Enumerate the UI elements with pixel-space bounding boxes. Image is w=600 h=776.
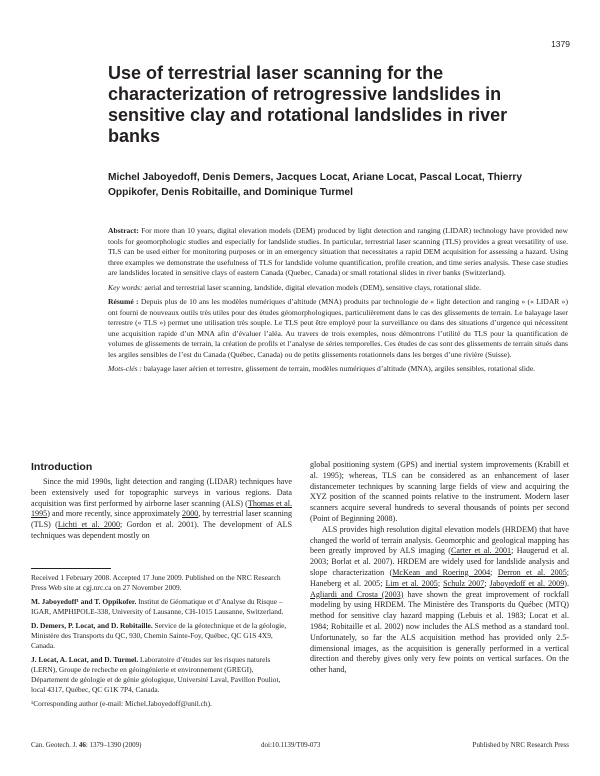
citation-link[interactable]: Derron et al. 2005	[497, 567, 567, 577]
affiliation-1	[31, 597, 292, 617]
citation-link[interactable]: Lim et al. 2005	[385, 578, 438, 588]
motscles-label: Mots-clés :	[108, 364, 142, 373]
received-dates: Received 1 February 2008. Accepted 17 June 2009. Published on the NRC Research Press Web site at cgj.nrc.ca on 27 November 2009.	[31, 573, 281, 592]
journal-citation	[31, 741, 141, 749]
section-heading-introduction: Introduction	[31, 461, 93, 473]
footnote-divider	[31, 568, 111, 569]
article-notes	[31, 573, 292, 713]
text-run: ALS provides high resolution digital elevation models (HRDEM) that have changed the world of terrain analysis. Geomorphic and geological mapping has been greatly improved by ALS imaging (	[310, 524, 569, 556]
affiliation-names: D. Demers, P. Locat, and D. Robitaille.	[31, 621, 153, 630]
text-run: ; Haugerud et al. 2003; Borlat et al. 2007). HRDEM are widely used for landslide analysis and slope characterization (	[310, 546, 569, 577]
journal-pages: : 1379–1390 (2009)	[85, 741, 142, 749]
text-run: have shown the great improvement of rockfall modeling by using HRDEM. The Ministère des Transports du Québec (MTQ) method for sensitive clay hazard mapping (Lebuis et al. 1983; Locat et al. 1984; Robitaille et al. 2002) now includes the ALS method as a standard tool. Unfortunately, so far the ALS acquisition method has provided only 2.5-dimensional images, as the acquisition is generally performed in a vertical direction and thereby gives only very few points on vertical surfaces. On the other hand,	[310, 589, 569, 675]
citation-link[interactable]: Lichti et al. 2000	[57, 520, 121, 530]
text-run: ; Gordon et al. 2001). The development of ALS techniques was dependent mostly on	[31, 520, 293, 540]
left-column	[31, 477, 292, 542]
affiliation-text: Institut de Géomatique et d’Analyse du Risque – IGAR, AMPHIPOLE-338, University of Lausanne, CH-1015 Lausanne, Switzerland.	[31, 597, 284, 616]
keywords-text: aerial and terrestrial laser scanning, landslide, digital elevation models (DEM), sensitive clays, rotational slide.	[144, 282, 481, 292]
citation-link[interactable]: Carter et al. 2001	[450, 546, 512, 556]
citation-link[interactable]: Jaboyedoff et al. 2009	[489, 578, 565, 588]
corresponding-author: ¹Corresponding author (e-mail: Michel.Jaboyedoff@unil.ch).	[31, 699, 212, 708]
citation-link[interactable]: 2000	[182, 509, 199, 519]
intro-paragraph-1-cont: global positioning system (GPS) and inertial system improvements (Krabill et al. 1995); whereas, TLS can be considered as an enhancement of laser distancemeter techniques by scanning large fields of view and acquiring the XYZ position of the scanned points relative to the instrument. Modern laser scanners acquire several hundreds to several thousands of points per second (Point of Beginning 2008).	[310, 460, 569, 523]
text-run: ;	[490, 567, 498, 577]
motscles-paragraph	[108, 364, 568, 375]
article-title: Use of terrestrial laser scanning for the characterization of retrogressive landslides in sensitive clay and rotational landslides in river banks	[108, 63, 508, 146]
doi[interactable]: doi:10.1139/T09-073	[261, 741, 321, 749]
text-run: ) and more recently, since approximately	[47, 509, 183, 519]
journal-volume: 46	[78, 741, 86, 749]
text-run: ).	[564, 578, 569, 588]
text-run: ;	[484, 578, 490, 588]
affiliation-names: J. Locat, A. Locat, and D. Turmel.	[31, 655, 139, 664]
resume-label: Résumé :	[108, 297, 139, 306]
affiliation-names: M. Jaboyedoff¹ and T. Oppikofer.	[31, 597, 137, 606]
affiliation-3	[31, 655, 292, 695]
text-run: Since the mid 1990s, light detection and ranging (LIDAR) techniques have been extensively used for topographic surveys in various regions. Data acquisition was first performed by airborne laser scanning (ALS) (	[31, 477, 292, 508]
citation-link[interactable]: Schulz 2007	[443, 578, 485, 588]
publisher: Published by NRC Research Press	[472, 741, 569, 749]
author-list: Michel Jaboyedoff, Denis Demers, Jacques Locat, Ariane Locat, Pascal Locat, Thierry Oppikofer, Denis Robitaille, and Dominique Turmel	[108, 172, 523, 198]
affiliation-2	[31, 621, 292, 651]
resume-paragraph	[108, 297, 568, 360]
intro-paragraph-1	[31, 477, 292, 542]
text-run: ;	[437, 578, 444, 588]
page-number: 1379	[551, 39, 570, 49]
affiliation-text: Laboratoire d’études sur les risques naturels (LERN), Groupe de recheche en géoingénierie et environnement (GREGI), Département de géologie et de génie géologique, Université Laval, Pavillon Pouliot, local 4317, Québec, QC G1K 7P4, Canada.	[31, 655, 281, 694]
keywords-label: Key words:	[108, 282, 143, 292]
motscles-text: balayage laser aérien et terrestre, glissement de terrain, modèles numériques d’altitude (MNA), argiles sensibles, rotational slide.	[143, 364, 536, 373]
resume-text: Depuis plus de 10 ans les modèles numériques d’altitude (MNA) produits par technologie de « light detection and ranging » (« LIDAR ») ont fourni de nouveaux outils très utiles pour des études géomorphologiques, particulièrement dans le cas des glissements de terrain. Le balayage laser terrestre (« TLS ») permet une utilisation très souple. Le TLS peut être employé pour la surveillance ou dans des situations d’urgence qui nécessitent une acquisition rapide d’un MNA afin d’évaluer l’aléa. Au travers de trois exemples, nous démontrons l’utilité du TLS pour la quantification de volumes de glissements de terrain, la création de profils et l’analyse de séries temporelles. Ces études de cas sont des glissements de terrain situés dans les argiles sensibles de l’est du Canada (Québec, Canada) ou de petits glissements rotationnels dans les berges d’une rivière (Suisse).	[108, 297, 568, 359]
journal-name: Can. Geotech. J.	[31, 741, 79, 749]
affiliation-text: Service de la géotechnique et de la géologie, Ministère des Transports du QC, 930, Chemin Sainte-Foy, Québec, QC G1S 4X9, Canada.	[31, 621, 287, 650]
text-run: , by terrestrial laser scanning (TLS) (	[31, 509, 292, 530]
abstract-paragraph	[108, 226, 568, 279]
abstract-text: For more than 10 years, digital elevation models (DEM) produced by light detection and ranging (LIDAR) technology have provided new tools for geomorphologic studies and especially for landslide studies. In particular, terrestrial laser scanning (TLS) provides a great versatility of use. TLS can be used either for monitoring purposes or in an emergency situation that necessitates a rapid DEM acquisition for assessing a hazard. Using three examples we demonstrate the usefulness of TLS for landslide volume quantification, profile creation, and time series analysis. These case studies are landslides located in sensitive clays of eastern Canada (Quebec, Canada) or small rotational slides in river banks (Switzerland).	[108, 226, 568, 277]
text-run: ; Haneberg et al. 2005;	[310, 567, 570, 588]
keywords-paragraph	[108, 283, 568, 294]
right-column	[310, 460, 569, 676]
citation-link[interactable]: Thomas et al. 1995	[31, 498, 292, 519]
intro-paragraph-2	[310, 525, 569, 676]
abstract-block	[108, 226, 568, 379]
citation-link[interactable]: McKean and Roering 2004	[392, 567, 491, 577]
citation-link[interactable]: Agliardi and Crosta (2003)	[310, 589, 404, 599]
abstract-label: Abstract:	[108, 226, 139, 235]
